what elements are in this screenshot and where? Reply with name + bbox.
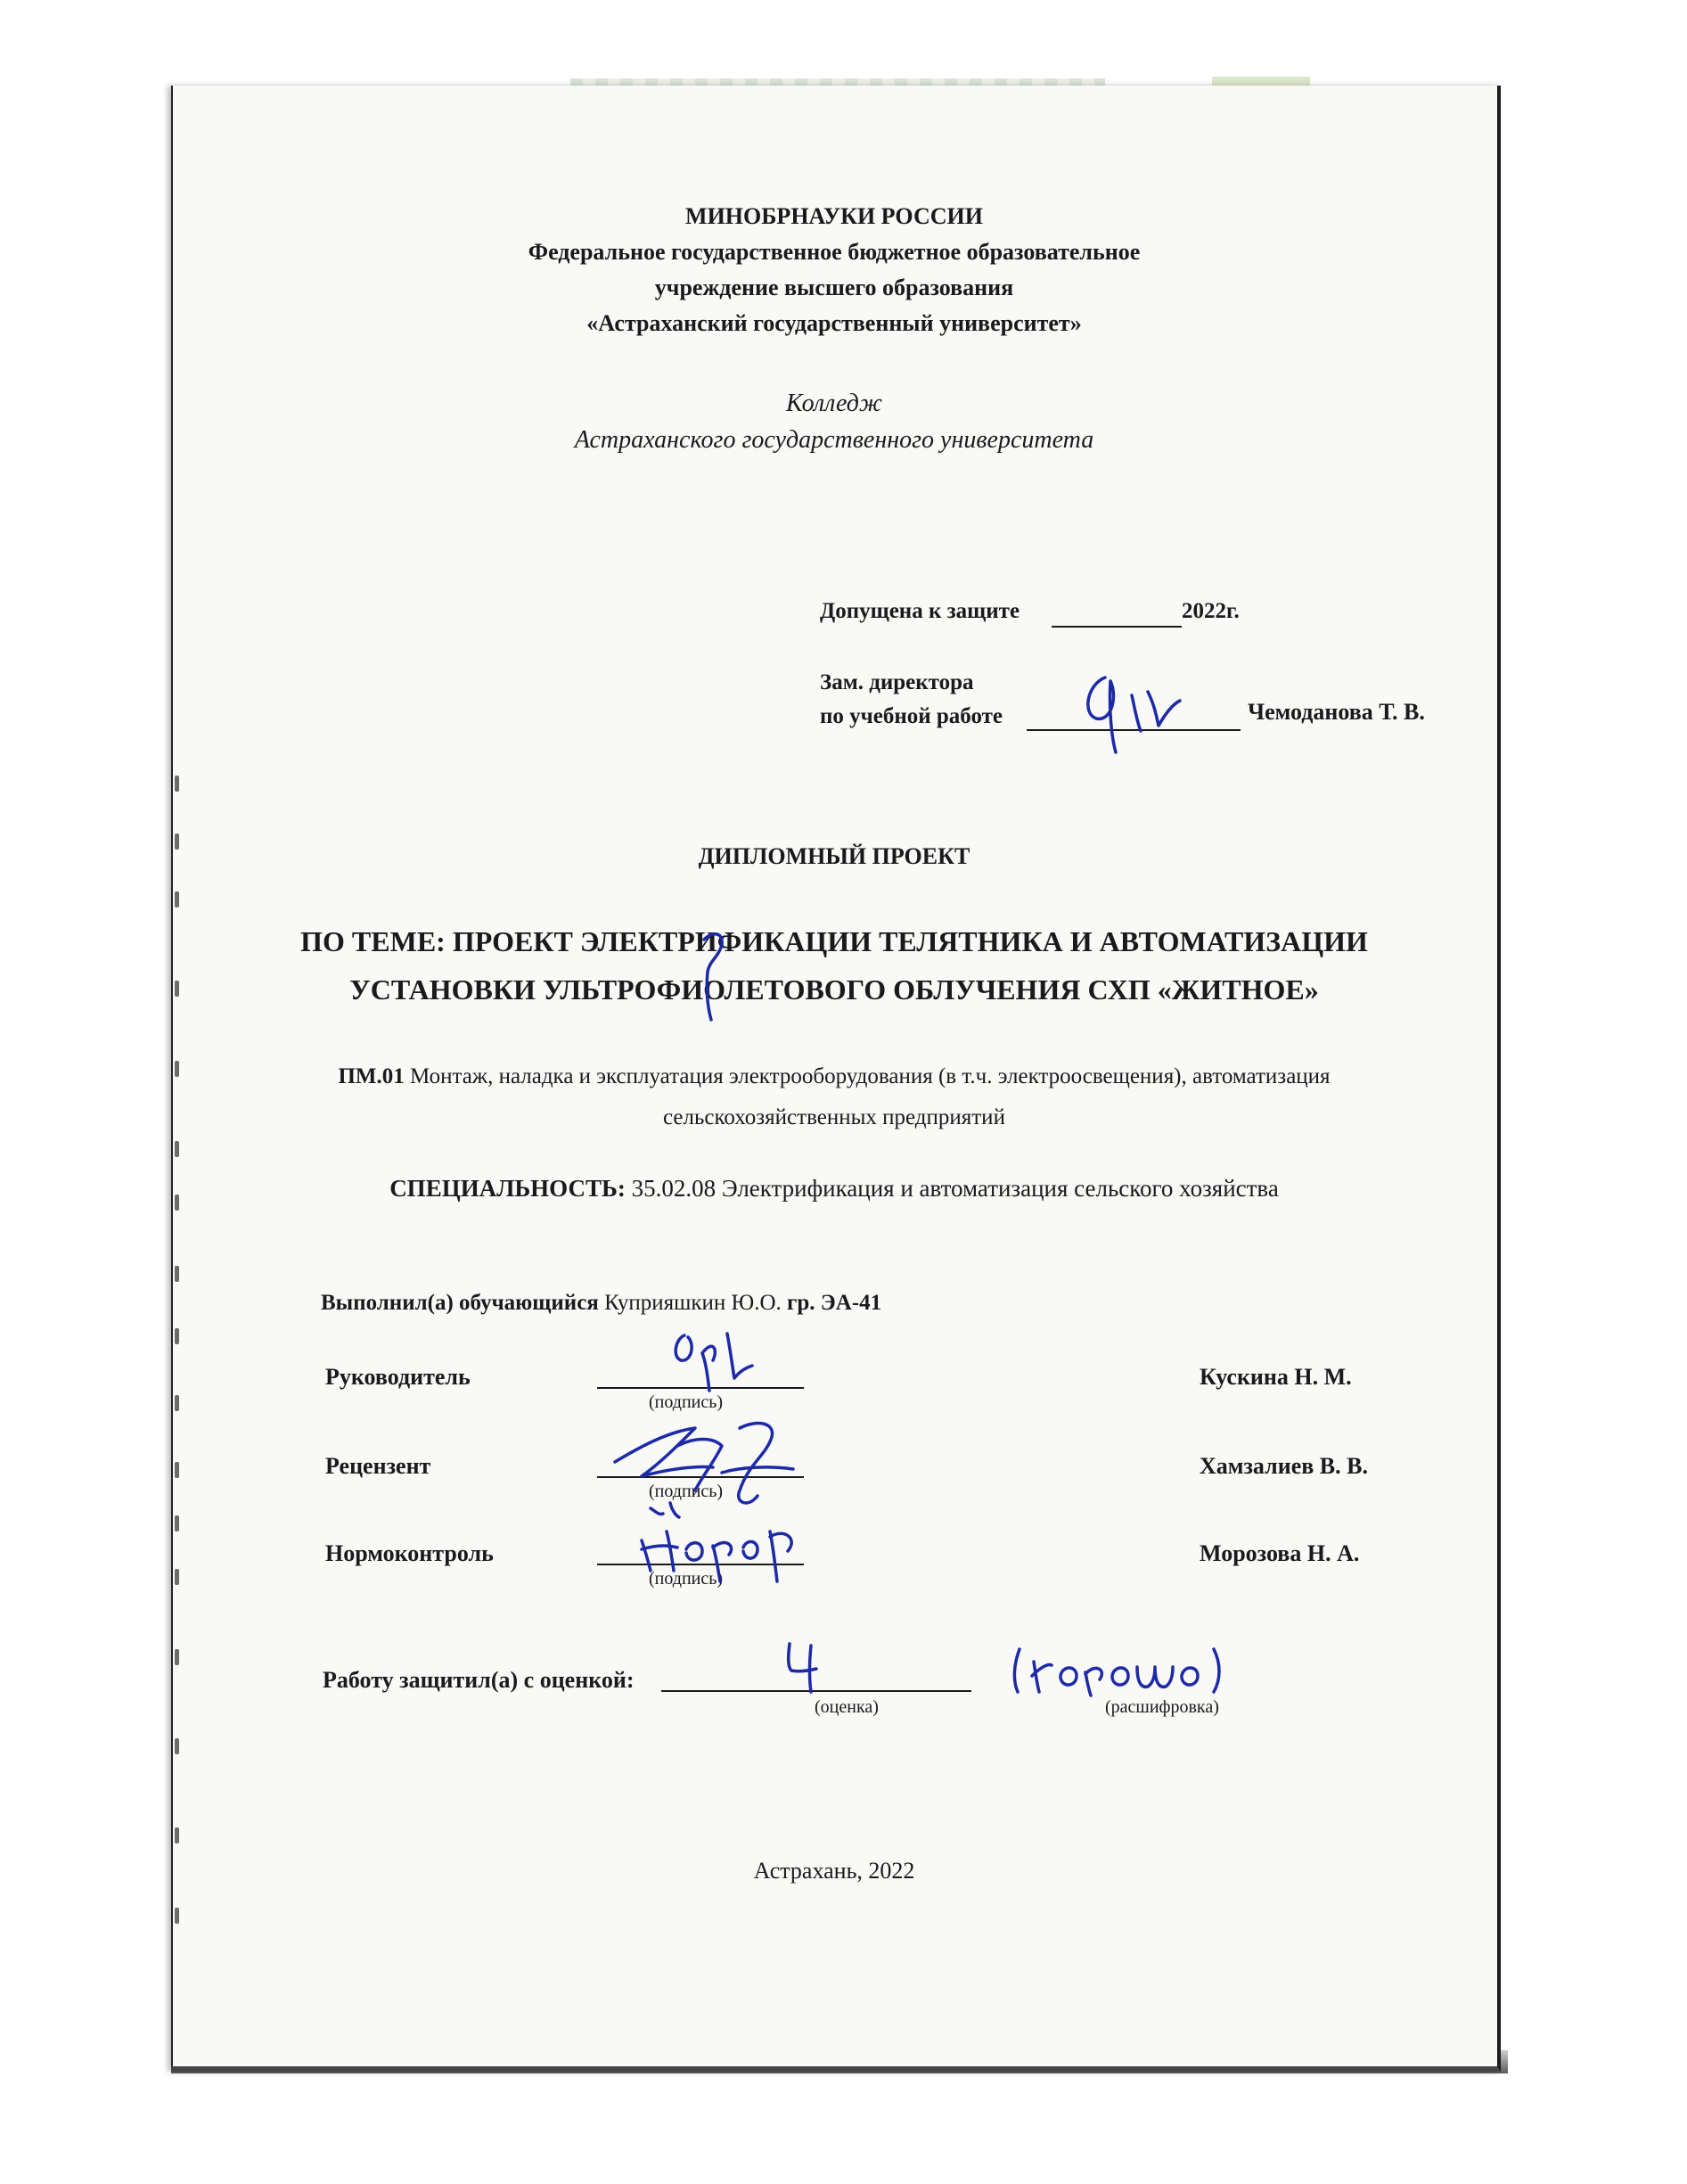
admitted-label: Допущена к защите: [820, 599, 1020, 623]
admitted-date-line: [1052, 626, 1182, 628]
specialty-line: [171, 1175, 1497, 1203]
performed-line: [321, 1291, 881, 1316]
city-year: Астрахань, 2022: [753, 1858, 915, 1884]
ministry-title: МИНОБРНАУКИ РОССИИ: [685, 203, 983, 229]
deputy-signature: [1069, 660, 1185, 758]
university-name: «Астраханский государственный университет»: [586, 310, 1082, 336]
performed-label: Выполнил(а) обучающийся: [321, 1291, 599, 1315]
normcontrol-signature-caption: (подпись): [649, 1569, 724, 1589]
specialty-label: СПЕЦИАЛЬНОСТЬ:: [389, 1175, 626, 1202]
reviewer-name: Хамзалиев В. В.: [1200, 1453, 1368, 1479]
admitted-year: 2022г.: [1182, 599, 1240, 623]
topic-mark: [686, 918, 740, 1025]
module-line-1: [171, 1064, 1497, 1089]
normcontrol-name: Морозова Н. А.: [1200, 1540, 1360, 1566]
specialty-text: 35.02.08 Электрификация и автоматизация сельского хозяйства: [625, 1175, 1279, 1202]
college-line-2: Астраханского государственного университета: [574, 426, 1094, 454]
grade-caption: (оценка): [815, 1697, 879, 1717]
normcontrol-signature: [624, 1496, 820, 1585]
module-text: Монтаж, наладка и эксплуатация электрооборудования (в т.ч. электроосвещения), автоматизация: [404, 1064, 1331, 1088]
org-line-1: Федеральное государственное бюджетное образовательное: [528, 239, 1141, 265]
normcontrol-label: Нормоконтроль: [325, 1540, 494, 1566]
supervisor-label: Руководитель: [325, 1364, 471, 1390]
defense-label: Работу защитил(а) с оценкой:: [323, 1667, 635, 1693]
reviewer-label: Рецензент: [325, 1453, 431, 1479]
performed-name: Куприяшкин Ю.О.: [598, 1291, 782, 1315]
grade-handwritten: [775, 1637, 829, 1699]
decoding-caption: (расшифровка): [1105, 1697, 1219, 1717]
module-code: ПМ.01: [338, 1064, 405, 1088]
supervisor-signature-caption: (подпись): [649, 1392, 724, 1412]
supervisor-name: Кускина Н. М.: [1200, 1364, 1352, 1390]
reviewer-signature-caption: (подпись): [649, 1482, 724, 1501]
project-heading: ДИПЛОМНЫЙ ПРОЕКТ: [698, 843, 970, 869]
org-line-2: учреждение высшего образования: [654, 275, 1014, 300]
college-line-1: Колледж: [786, 390, 882, 417]
deputy-title-1: Зам. директора: [820, 670, 974, 694]
supervisor-signature: [659, 1326, 758, 1398]
grade-decoding-handwritten: [1007, 1640, 1239, 1703]
topic-line-1: ПО ТЕМЕ: ПРОЕКТ ЭЛЕКТРИФИКАЦИИ ТЕЛЯТНИКА И АВТОМАТИЗАЦИИ: [300, 925, 1368, 957]
deputy-name: Чемоданова Т. В.: [1248, 699, 1425, 725]
performed-group: гр. ЭА-41: [781, 1291, 882, 1315]
deputy-title-2: по учебной работе: [820, 704, 1003, 728]
topic-line-2: УСТАНОВКИ УЛЬТРОФИОЛЕТОВОГО ОБЛУЧЕНИЯ СХП «ЖИТНОЕ»: [349, 973, 1319, 1006]
module-line-2: сельскохозяйственных предприятий: [663, 1105, 1005, 1129]
